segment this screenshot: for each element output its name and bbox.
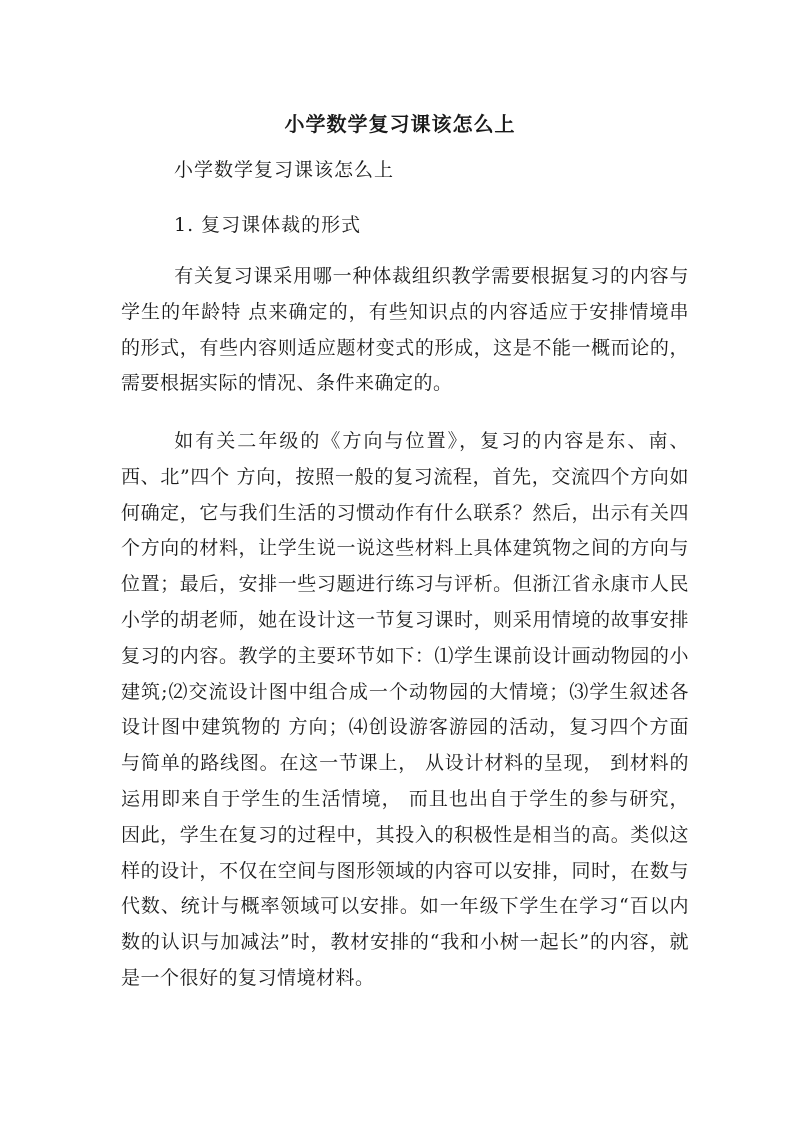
- document-subtitle: 小学数学复习课该怎么上: [174, 159, 395, 181]
- section-heading: 1. 复习课体裁的形式: [174, 214, 362, 236]
- body-paragraph: 如有关二年级的《方向与位置》，复习的内容是东、南、西、北”四个 方向，按照一般的复习流程，首先，交流四个方向如何确定，它与我们生活的习惯动作有什么联系？然后，出示有关四个方向的材料，让学生说一说这些材料上具体建筑物之间的方向与位置；最后，安排一些习题进行练习与评析。但浙江省永康市人民小学的胡老师，她在设计这一节复习课时，则采用情境的故事安排复习的内容。教学的主要环节如下：⑴学生课前设计画动物园的小建筑;⑵交流设计图中组合成一个动物园的大情境；⑶学生叙述各设计图中建筑物的 方向；⑷创设游客游园的活动，复习四个方面与简单的路线图。在这一节课上， 从设计材料的呈现， 到材料的运用即来自于学生的生活情境， 而且也出自于学生的参与研究，因此，学生在复习的过程中，其投入的积极性是相当的高。类似这样的设计，不仅在空间与图形领域的内容可以安排，同时，在数与代数、统计与概率领域可以安排。如一年级下学生在学习“百以内数的认识与加减法”时，教材安排的“我和小树一起长”的内容，就是一个很好的复习情境材料。: [121, 430, 689, 989]
- body-paragraph: 有关复习课采用哪一种体裁组织教学需要根据复习的内容与学生的年龄特 点来确定的，有些知识点的内容适应于安排情境串的形式，有些内容则适应题材变式的形成，这是不能一概而论的，需要根据实际的情况、条件来确定的。: [121, 265, 689, 395]
- document-title: 小学数学复习课该怎么上: [284, 112, 516, 136]
